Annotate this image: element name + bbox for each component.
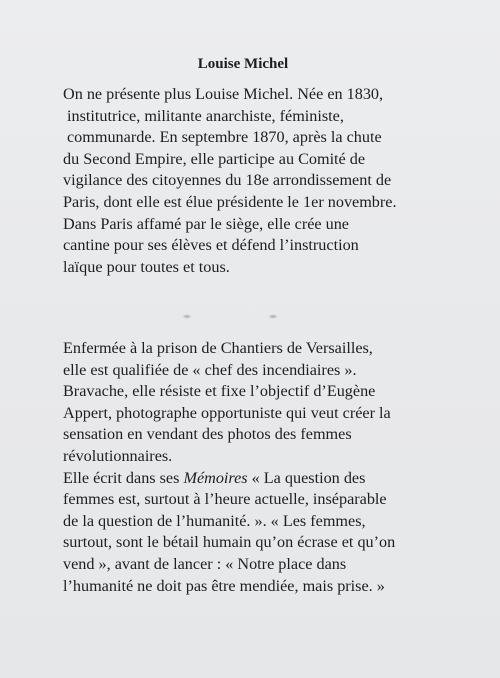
- text-line: institutrice, militante anarchiste, féministe,: [67, 106, 344, 125]
- text-line: Enfermée à la prison de Chantiers de Versailles,: [63, 339, 373, 357]
- text-line: cantine pour ses élèves et défend l’instruction: [63, 236, 359, 255]
- text-line: Appert, photographe opportuniste qui veut créer la: [63, 403, 391, 422]
- paragraph-prison: [63, 338, 423, 597]
- text-line: [63, 468, 423, 490]
- text-line: révolutionnaires.: [63, 446, 173, 465]
- book-title-memoires: Mémoires: [183, 468, 248, 487]
- text-line: femmes est, surtout à l’heure actuelle, inséparable: [63, 490, 387, 509]
- text-line: l’humanité ne doit pas être mendiée, mais prise. »: [63, 576, 385, 595]
- memoires-intro-text: Elle écrit dans ses: [63, 468, 184, 487]
- page-title: Louise Michel: [197, 56, 289, 72]
- text-line: Paris, dont elle est élue présidente le 1er novembre.: [63, 192, 397, 211]
- text-line: vigilance des citoyennes du 18e arrondissement de: [63, 171, 392, 190]
- text-line: du Second Empire, elle participe au Comité de: [63, 149, 366, 168]
- text-line: laïque pour toutes et tous.: [63, 257, 230, 276]
- text-line: On ne présente plus Louise Michel. Née en 1830,: [63, 85, 384, 103]
- text-line: vend », avant de lancer : « Notre place dans: [63, 554, 347, 573]
- text-line: Bravache, elle résiste et fixe l’objectif d’Eugène: [63, 382, 376, 401]
- text-line: surtout, sont le bétail humain qu’on écrase et qu’on: [63, 533, 396, 552]
- paragraph-intro: [63, 84, 423, 278]
- paper-crease-mark: [182, 314, 192, 319]
- text-line: communarde. En septembre 1870, après la chute: [67, 128, 382, 147]
- text-line: Dans Paris affamé par le siège, elle crée une: [63, 214, 349, 233]
- text-line: elle est qualifiée de « chef des incendiaires ».: [63, 360, 357, 379]
- paper-crease-mark: [268, 314, 278, 319]
- text-line: de la question de l’humanité. ». « Les femmes,: [63, 511, 366, 530]
- memoires-quote-start: « La question des: [247, 468, 366, 487]
- text-line: sensation en vendant des photos des femmes: [63, 425, 352, 444]
